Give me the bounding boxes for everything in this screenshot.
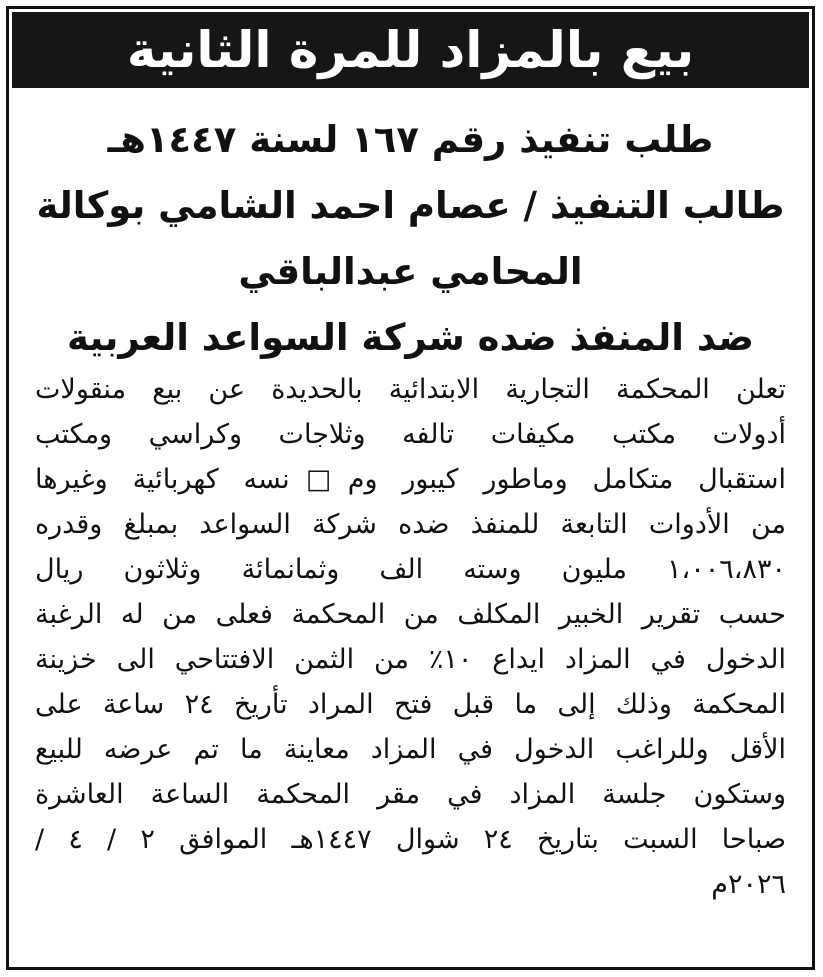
body-line: أدولات مكتب مكيفات تالفه وثلاجات وكراسي ومكتب xyxy=(35,419,786,450)
defendant-heading: ضد المنفذ ضده شركة السواعد العربية xyxy=(66,316,754,359)
body-line: تعلن المحكمة التجارية الابتدائية بالحديدة عن بيع منقولات xyxy=(35,374,786,405)
body-line: وستكون جلسة المزاد في مقر المحكمة الساعة العاشرة xyxy=(35,779,786,810)
body-line: ٢٠٢٦م xyxy=(711,869,786,900)
case-number-heading: طلب تنفيذ رقم ١٦٧ لسنة ١٤٤٧هـ xyxy=(107,118,714,161)
lawyer-heading: المحامي عبدالباقي xyxy=(238,250,583,293)
applicant-heading: طالب التنفيذ / عصام احمد الشامي بوكالة xyxy=(36,184,785,227)
body-line: الدخول في المزاد ايداع ١٠٪ من الثمن الافتتاحي الى خزينة xyxy=(35,644,786,675)
body-line: استقبال متكامل وماطور كيبور وم□نسه كهربائية وغيرها xyxy=(35,464,786,495)
headings-block xyxy=(29,107,792,371)
body-line: من الأدوات التابعة للمنفذ ضده شركة السواعد بمبلغ وقدره xyxy=(35,509,786,540)
body-line: الأقل وللراغب الدخول في المزاد معاينة ما تم عرضه للبيع xyxy=(35,734,786,765)
body-line: حسب تقرير الخبير المكلف من المحكمة فعلى من له الرغبة xyxy=(35,599,786,630)
body-line: المحكمة وذلك إلى ما قبل فتح المراد تأريخ ٢٤ ساعة على xyxy=(35,689,787,720)
announcement-body xyxy=(35,367,786,907)
body-line: صباحا السبت بتاريخ ٢٤ شوال ١٤٤٧هـ الموافق ٢ / ٤ / xyxy=(35,824,787,855)
announcement-frame xyxy=(6,6,815,970)
banner-title: بيع بالمزاد للمرة الثانية xyxy=(12,12,809,88)
body-line: ١،٠٠٦،٨٣٠ مليون وسته الف وثمانمائة وثلاثون ريال xyxy=(35,554,786,585)
